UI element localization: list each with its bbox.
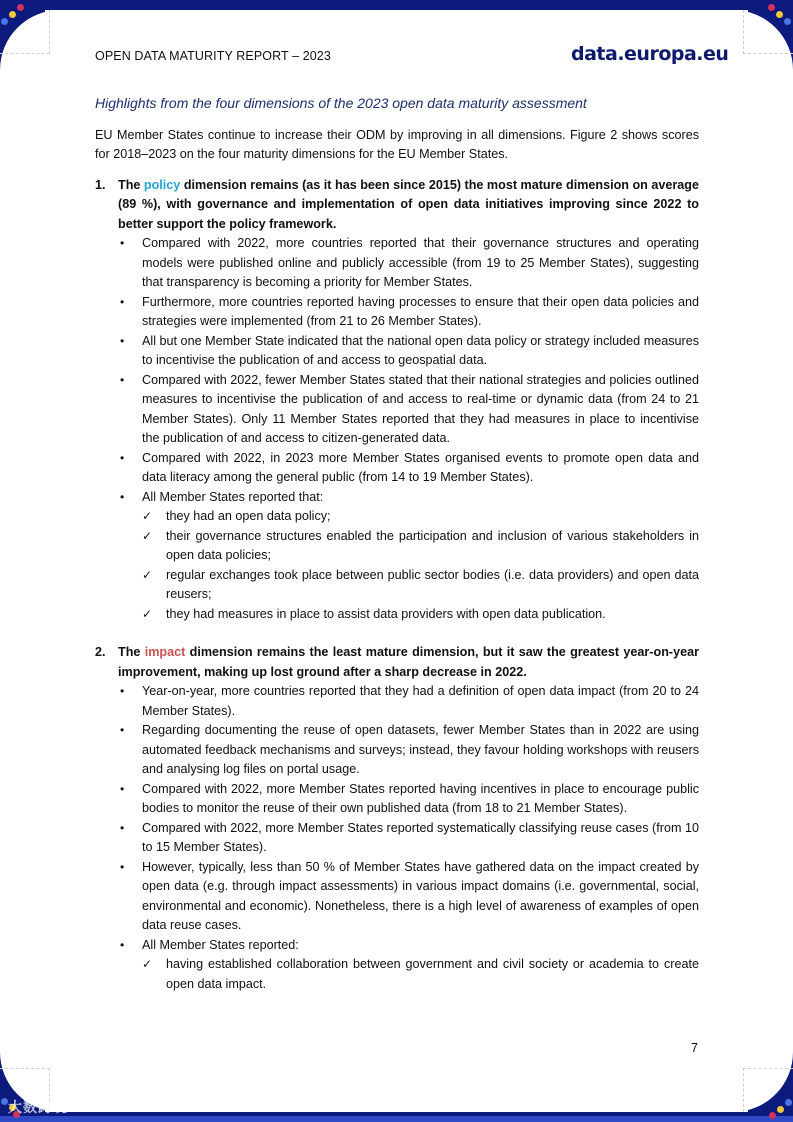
list-item xyxy=(118,293,699,332)
intro-paragraph: EU Member States continue to increase their ODM by improving in all dimensions. Figure 2 shows scores for 2018–2023 on the four maturity dimensions for the EU Member States. xyxy=(95,127,699,161)
lead-text: dimension remains the least mature dimension, but it saw the greatest year-on-year improvement, making up lost ground after a sharp decrease in 2022. xyxy=(118,645,699,679)
item-number: 1. xyxy=(95,177,106,192)
bullet-text: Compared with 2022, fewer Member States stated that their national strategies and policies outlined measures to incentivise the publication of and access to real-time or dynamic data (from 24 to 21 Member States). Only 11 Member States reported that they had measures in place to incentivise the publication of and access to citizen-generated data. xyxy=(142,372,699,445)
check-list xyxy=(142,955,699,994)
list-item xyxy=(118,332,699,371)
check-item xyxy=(142,955,699,994)
bullet-icon: • xyxy=(120,723,125,737)
list-item xyxy=(118,234,699,293)
bullet-text: All Member States reported: xyxy=(142,937,299,952)
bullet-text: Compared with 2022, more Member States reported having incentives in place to encourage public bodies to monitor the reuse of their own published data (from 18 to 21 Member States). xyxy=(142,781,699,815)
bullet-text: All but one Member State indicated that the national open data policy or strategy included measures to incentivise the publication of and access to geospatial data. xyxy=(142,333,699,367)
bullet-icon: • xyxy=(120,489,125,504)
list-item xyxy=(118,721,699,780)
item-lead xyxy=(118,176,699,235)
bullet-icon: • xyxy=(120,236,125,250)
bullet-text: Compared with 2022, in 2023 more Member States organised events to promote open data and data literacy among the general public (from 14 to 19 Member States). xyxy=(142,450,699,484)
bullet-icon: • xyxy=(120,781,125,796)
red-dot-icon xyxy=(769,1112,776,1119)
checkmark-icon: ✓ xyxy=(142,509,153,523)
item-lead xyxy=(118,643,699,682)
check-text: their governance structures enabled the participation and inclusion of various stakeholders in open data policies; xyxy=(166,528,699,562)
bullet-text: Compared with 2022, more Member States reported systematically classifying reuse cases (from 10 to 15 Member States). xyxy=(142,820,699,854)
lead-text: dimension remains (as it has been since 2015) the most mature dimension on average (89 %), with governance and implementation of open data initiatives improving since 2022 to better support the policy framework. xyxy=(118,177,699,231)
list-item xyxy=(118,682,699,721)
bullet-list xyxy=(118,682,699,994)
checkmark-icon: ✓ xyxy=(142,567,153,582)
check-item xyxy=(142,605,699,625)
numbered-item-impact xyxy=(95,643,699,994)
list-item xyxy=(118,819,699,858)
bullet-text: Regarding documenting the reuse of open datasets, fewer Member States than in 2022 are using automated feedback mechanisms and surveys; instead, they favour holding workshops with reusers and analysing log files on portal usage. xyxy=(142,723,699,776)
checkmark-icon: ✓ xyxy=(142,606,153,621)
checkmark-icon: ✓ xyxy=(142,957,153,971)
bullet-text: Year-on-year, more countries reported that they had a definition of open data impact (from 20 to 24 Member States). xyxy=(142,684,699,718)
check-list xyxy=(142,507,699,624)
check-text: they had measures in place to assist data providers with open data publication. xyxy=(166,606,606,621)
spacer xyxy=(95,624,699,643)
section-heading: Highlights from the four dimensions of the 2023 open data maturity assessment xyxy=(95,95,587,111)
keyword-impact: impact xyxy=(144,645,186,659)
check-item xyxy=(142,566,699,605)
numbered-item-policy xyxy=(95,176,699,625)
crop-mark-bottom-right xyxy=(743,1068,793,1112)
check-item xyxy=(142,507,699,527)
list-item xyxy=(118,449,699,488)
report-title: OPEN DATA MATURITY REPORT – 2023 xyxy=(95,49,331,63)
item-number: 2. xyxy=(95,645,106,659)
bullet-icon: • xyxy=(120,450,125,465)
lead-text: The xyxy=(118,177,144,192)
bullet-text: Furthermore, more countries reported having processes to ensure that their open data policies and strategies were implemented (from 21 to 26 Member States). xyxy=(142,294,699,328)
bullet-text: Compared with 2022, more countries reported that their governance structures and operating models were published online and publicly accessible (from 19 to 25 Member States), suggesting that transparency is becoming a priority for Member States. xyxy=(142,236,699,289)
crop-mark-top-left xyxy=(0,10,50,54)
crop-mark-top-right xyxy=(743,10,793,54)
check-item xyxy=(142,527,699,566)
list-item xyxy=(118,780,699,819)
bullet-icon: • xyxy=(120,333,125,348)
bullet-text: All Member States reported that: xyxy=(142,489,324,504)
bottom-band xyxy=(0,1116,793,1122)
check-text: they had an open data policy; xyxy=(166,509,331,523)
bullet-icon: • xyxy=(120,684,125,698)
bullet-list xyxy=(118,234,699,624)
checkmark-icon: ✓ xyxy=(142,528,153,543)
bullet-icon: • xyxy=(120,859,125,874)
logo-text: data.europa.eu xyxy=(571,43,729,65)
page-content xyxy=(95,94,699,994)
list-item xyxy=(118,488,699,625)
page-number: 7 xyxy=(691,1041,698,1055)
watermark: 大数跨境 xyxy=(8,1099,68,1115)
bullet-icon: • xyxy=(120,294,125,309)
lead-text: The xyxy=(118,645,145,659)
bullet-icon: • xyxy=(120,820,125,835)
check-text: having established collaboration between government and civil society or academia to create open data impact. xyxy=(166,957,699,991)
list-item xyxy=(118,371,699,449)
list-item xyxy=(118,858,699,936)
bullet-icon: • xyxy=(120,372,125,387)
bullet-text: However, typically, less than 50 % of Member States have gathered data on the impact created by open data (e.g. through impact assessments) in various impact domains (i.e. governmental, social, environmental and economic). Nonetheless, there is a high level of awareness of examples of open data reuse cases. xyxy=(142,859,699,932)
list-item xyxy=(118,936,699,995)
data-europa-logo-icon xyxy=(571,43,728,65)
check-text: regular exchanges took place between public sector bodies (i.e. data providers) and open data reusers; xyxy=(166,567,699,601)
bullet-icon: • xyxy=(120,937,125,952)
keyword-policy: policy xyxy=(143,177,181,192)
